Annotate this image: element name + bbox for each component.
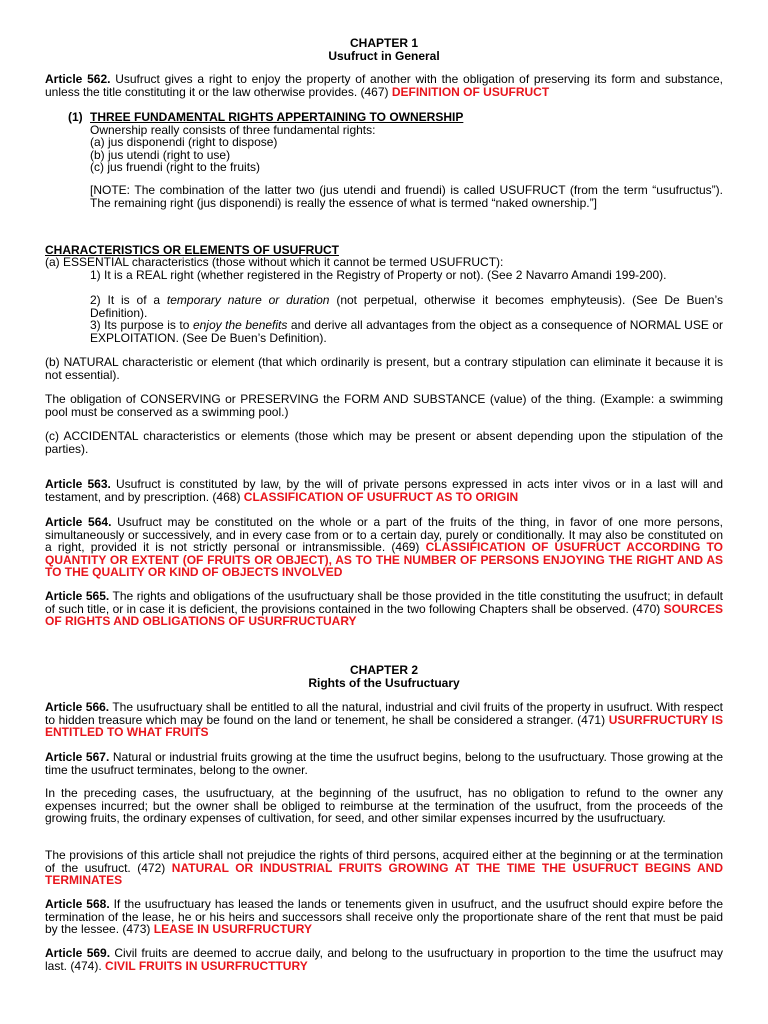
article-568-note: LEASE IN USURFRUCTURY xyxy=(153,922,312,937)
chapter-1-subtitle: Usufruct in General xyxy=(328,49,440,63)
rights-item: (b) jus utendi (right to use) xyxy=(90,147,231,162)
article-568: Article 568. If the usufructuary has leased the lands or tenements given in usufruct, and the usufruct should expire before the termination of the lease, he or his heirs and successors shall receive only the proportionate share of the rent that must be paid by the lessee. (473) LEASE IN USURFRUCTURY xyxy=(45,897,723,937)
article-562-note: DEFINITION OF USUFRUCT xyxy=(391,84,550,99)
article-562-label: Article 562. xyxy=(45,72,111,86)
article-564-note: CLASSIFICATION OF USUFRUCT ACCORDING TO QUANTITY OR EXTENT (OF FRUITS OR OBJECT), AS TO THE NUMBER OF PERSONS ENJOYING THE RIGHT AND AS TO THE QUALITY OR KIND OF OBJECTS INVOLVED xyxy=(45,540,723,580)
characteristics-essential: (a) ESSENTIAL characteristics (those without which it cannot be termed USUFRUCT): xyxy=(45,255,504,269)
article-567-paragraph-3: The provisions of this article shall not prejudice the rights of third persons, acquired either at the beginning or at the termination of the usufruct. (472) NATURAL OR INDUSTRIAL FRUITS GROWING AT THE TIME THE USUFRUCT BEGINS AND TERMINATES xyxy=(45,848,723,888)
article-566-note: USURFRUCTURY IS ENTITLED TO WHAT FRUITS xyxy=(45,712,723,740)
essential-item-2: 2) It is of a temporary nature or duration (not perpetual, otherwise it becomes emphyteusis). (See De Buen’s Definition). xyxy=(90,293,724,320)
article-567-note: NATURAL OR INDUSTRIAL FRUITS GROWING AT THE TIME THE USUFRUCT BEGINS AND TERMINATES xyxy=(45,860,723,888)
article-567-paragraph-2: In the preceding cases, the usufructuary, at the beginning of the usufruct, has no obligation to refund to the owner any expenses incurred; but the owner shall be obliged to reimburse at the termination of the usufruct, from the proceeds of the growing fruits, the ordinary expenses of cultivation, for seed, and other similar expenses incurred by the usufructuary. xyxy=(45,786,723,826)
characteristics-accidental: (c) ACCIDENTAL characteristics or elements (those which may be present or absent depending upon the stipulation of the parties). xyxy=(45,429,723,456)
article-562 xyxy=(45,73,723,98)
article-563-note: CLASSIFICATION OF USUFRUCT AS TO ORIGIN xyxy=(243,489,519,504)
article-563: Article 563. Usufruct is constituted by law, by the will of private persons expressed in acts inter vivos or in a last will and testament, and by prescription. (468) CLASSIFICATION OF USUFRUCT AS TO ORIGIN xyxy=(45,477,723,504)
rights-note: [NOTE: The combination of the latter two (jus utendi and fruendi) is called USUFRUCT (from the term “usufructus”). The remaining right (jus disponendi) is really the essence of what is termed “naked ownership.”] xyxy=(90,183,723,210)
characteristics-natural: (b) NATURAL characteristic or element (that which ordinarily is present, but a contrary stipulation can eliminate it because it is not essential). xyxy=(45,355,723,382)
rights-item: (c) jus fruendi (right to the fruits) xyxy=(90,160,261,175)
essential-item-3: 3) Its purpose is to enjoy the benefits and derive all advantages from the object as a consequence of NORMAL USE or EXPLOITATION. (See De Buen’s Definition). xyxy=(90,318,724,345)
article-562-text: Usufruct gives a right to enjoy the property of another with the obligation of preserving its form and substance, unless the title constituting it or the law otherwise provides. (467) xyxy=(45,72,723,99)
article-569-note: CIVIL FRUITS IN USURFRUCTTURY xyxy=(105,958,308,973)
rights-heading: THREE FUNDAMENTAL RIGHTS APPERTAINING TO OWNERSHIP xyxy=(90,110,464,124)
chapter-2-subtitle: Rights of the Usufructuary xyxy=(308,676,460,690)
essential-item-1: 1) It is a REAL right (whether registered in the Registry of Property or not). (See 2 Navarro Amandi 199-200). xyxy=(90,268,667,282)
characteristics-heading: CHARACTERISTICS OR ELEMENTS OF USUFRUCT xyxy=(45,243,339,257)
chapter-1-title: CHAPTER 1 xyxy=(349,36,418,50)
rights-intro: Ownership really consists of three fundamental rights: xyxy=(90,122,376,137)
article-566: Article 566. The usufructuary shall be entitled to all the natural, industrial and civil fruits of the property in usufruct. With respect to hidden treasure which may be found on the land or tenement, he shall be considered a stranger. (471) USURFRUCTURY IS ENTITLED TO WHAT FRUITS xyxy=(45,700,723,740)
characteristics-obligation: The obligation of CONSERVING or PRESERVING the FORM AND SUBSTANCE (value) of the thing. (Example: a swimming pool must be conserved as a swimming pool.) xyxy=(45,392,723,419)
rights-item: (a) jus disponendi (right to dispose) xyxy=(90,135,278,150)
article-565-note: SOURCES OF RIGHTS AND OBLIGATIONS OF USURFRUCTUARY xyxy=(45,601,723,629)
article-567: Article 567. Natural or industrial fruits growing at the time the usufruct begins, belong to the usufructuary. Those growing at the time the usufruct terminates, belong to the owner. xyxy=(45,750,723,777)
article-565: Article 565. The rights and obligations of the usufructuary shall be those provided in the title constituting the usufruct; in default of such title, or in case it is deficient, the provisions contained in the two following Chapters shall be observed. (470) SOURCES OF RIGHTS AND OBLIGATIONS OF USURFRUCTUARY xyxy=(45,589,723,629)
rights-section xyxy=(90,111,723,174)
rights-number: (1) xyxy=(68,110,83,124)
article-569: Article 569. Civil fruits are deemed to accrue daily, and belong to the usufructuary in proportion to the time the usufruct may last. (474). CIVIL FRUITS IN USURFRUCTTURY xyxy=(45,946,723,973)
article-564: Article 564. Usufruct may be constituted on the whole or a part of the fruits of the thing, in favor of one more persons, simultaneously or successively, and in every case from or to a certain day, purely or conditionally. It may also be constituted on a right, provided it is not strictly personal or intransmissible. (469) CLASSIFICATION OF USUFRUCT ACCORDING TO QUANTITY OR EXTENT (OF FRUITS OR OBJECT), AS TO THE NUMBER OF PERSONS ENJOYING THE RIGHT AND AS TO THE QUALITY OR KIND OF OBJECTS INVOLVED xyxy=(45,515,723,580)
chapter-2-title: CHAPTER 2 xyxy=(349,663,418,677)
